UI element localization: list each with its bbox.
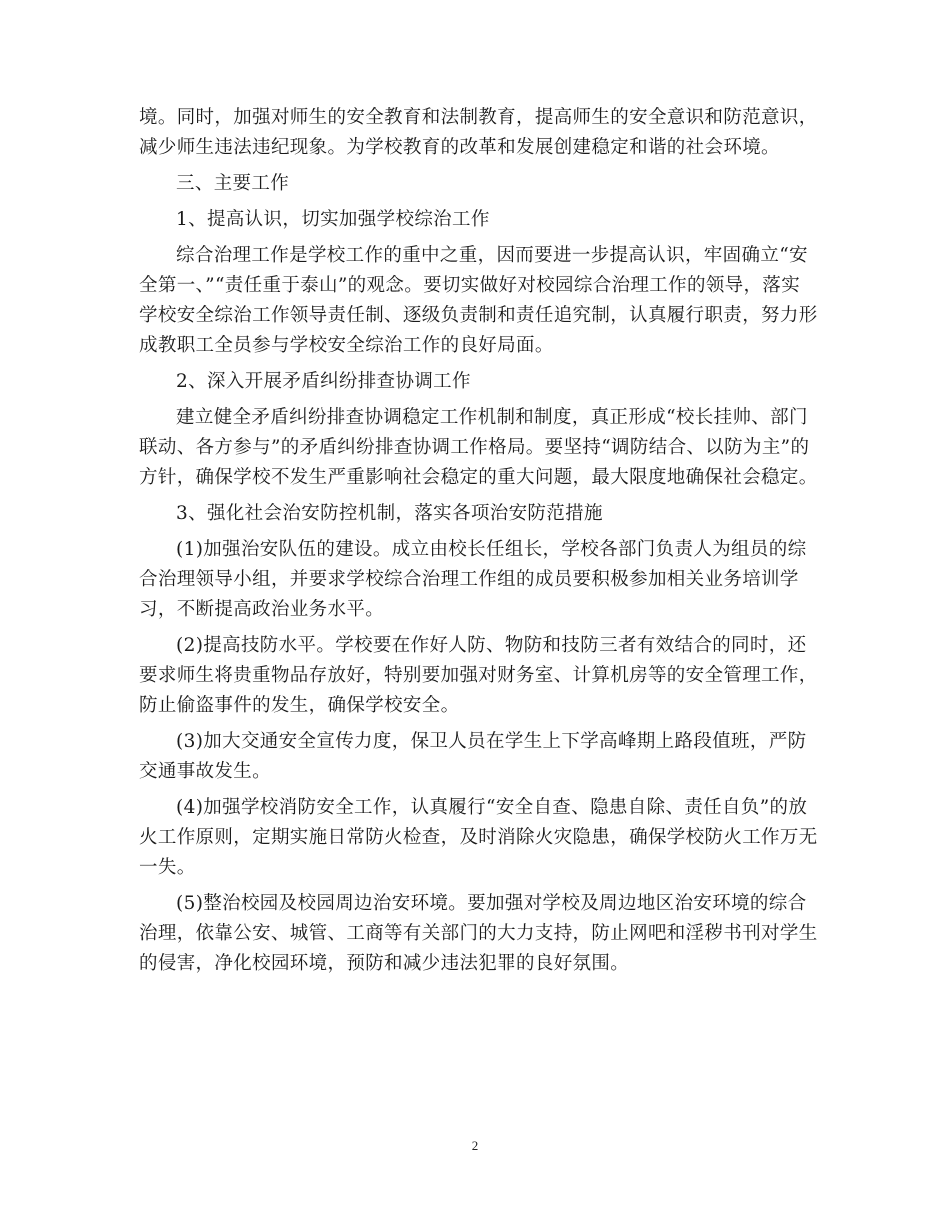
text-line: 减少师生违法违纪现象。为学校教育的改革和发展创建稳定和谐的社会环境。 [139, 137, 780, 158]
text-line: 2、深入开展矛盾纠纷排查协调工作 [176, 371, 471, 392]
document-body [139, 103, 818, 979]
text-line: 方针，确保学校不发生严重影响社会稳定的重大问题，最大限度地确保社会稳定。 [139, 467, 818, 488]
text-line: 一失。 [139, 857, 196, 878]
text-line: 火工作原则，定期实施日常防火检查，及时消除火灾隐患，确保学校防火工作万无 [139, 827, 818, 848]
text-line: 3、强化社会治安防控机制，落实各项治安防范措施 [176, 503, 603, 524]
text-line: 学校安全综治工作领导责任制、逐级负责制和责任追究制，认真履行职责，努力形 [139, 305, 818, 326]
text-line: 综合治理工作是学校工作的重中之重，因而要进一步提高认识，牢固确立“安 [176, 245, 808, 266]
text-line: (2)提高技防水平。学校要在作好人防、物防和技防三者有效结合的同时，还 [176, 635, 807, 656]
text-line: 的侵害，净化校园环境，预防和减少违法犯罪的良好氛围。 [139, 953, 630, 974]
page-number: 2 [471, 1138, 479, 1153]
text-line: 成教职工全员参与学校安全综治工作的良好局面。 [139, 335, 554, 356]
text-line: 合治理领导小组，并要求学校综合治理工作组的成员要积极参加相关业务培训学 [139, 569, 799, 590]
text-line: (3)加大交通安全宣传力度，保卫人员在学生上下学高峰期上路段值班，严防 [176, 731, 807, 752]
text-line: 1、提高认识，切实加强学校综治工作 [176, 209, 490, 230]
text-line: 防止偷盗事件的发生，确保学校安全。 [139, 695, 460, 716]
text-line: (4)加强学校消防安全工作，认真履行“安全自查、隐患自除、责任自负”的放 [176, 797, 808, 818]
text-line: 要求师生将贵重物品存放好，特别要加强对财务室、计算机房等的安全管理工作， [139, 665, 818, 686]
text-line: 建立健全矛盾纠纷排查协调稳定工作机制和制度，真正形成“校长挂帅、部门 [176, 407, 808, 428]
text-line: 交通事故发生。 [139, 761, 271, 782]
text-line: (1)加强治安队伍的建设。成立由校长任组长，学校各部门负责人为组员的综 [176, 539, 807, 560]
text-line: 三、主要工作 [176, 173, 290, 194]
text-line: 联动、各方参与”的矛盾纠纷排查协调工作格局。要坚持“调防结合、以防为主”的 [139, 437, 810, 458]
text-line: 习，不断提高政治业务水平。 [139, 599, 385, 620]
text-line: 治理，依靠公安、城管、工商等有关部门的大力支持，防止网吧和淫秽书刊对学生 [139, 923, 818, 944]
text-line: (5)整治校园及校园周边治安环境。要加强对学校及周边地区治安环境的综合 [176, 893, 807, 914]
text-line: 全第一、”“责任重于泰山”的观念。要切实做好对校园综合治理工作的领导，落实 [139, 275, 801, 296]
text-line: 境。同时，加强对师生的安全教育和法制教育，提高师生的安全意识和防范意识， [139, 107, 818, 128]
